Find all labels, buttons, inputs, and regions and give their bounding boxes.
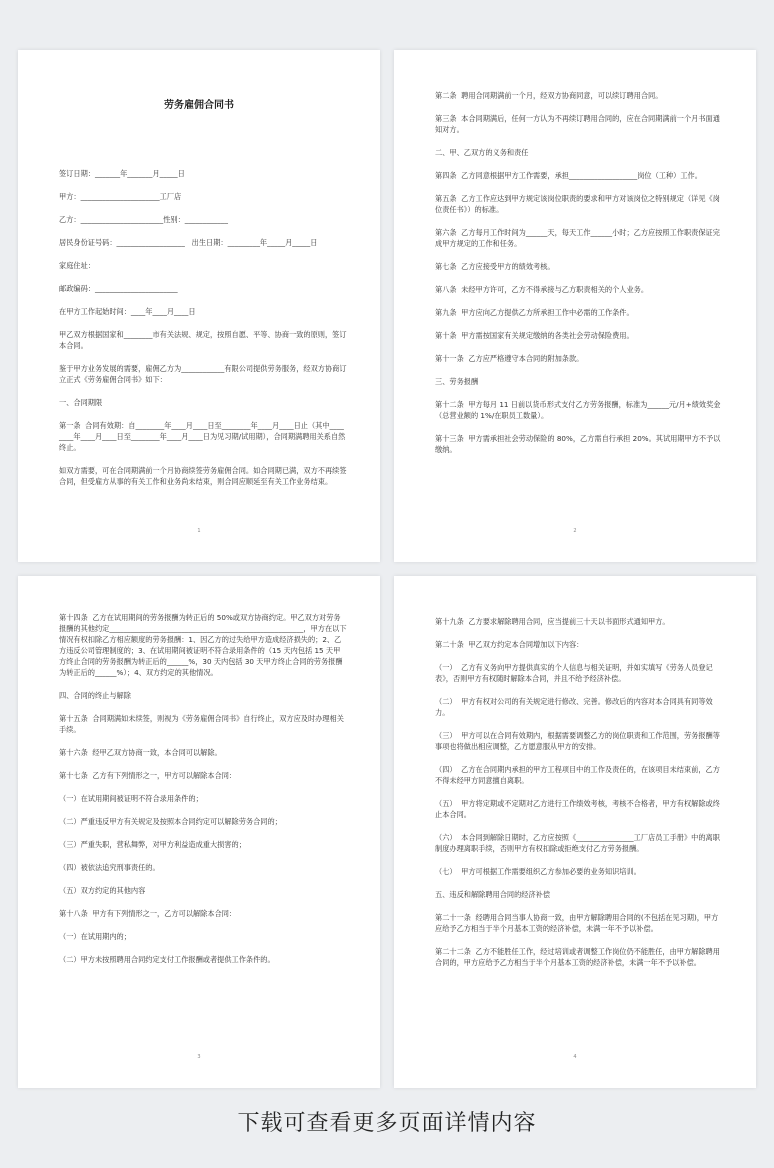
list-item: （四） 乙方在合同期内承担的甲方工程项目中的工作及责任的，在该项目未结束前，乙方不得未经甲方同意擅自离职。 <box>435 765 720 785</box>
section-heading: 五、违反和解除聘用合同的经济补偿 <box>435 890 551 899</box>
document-page-3 <box>18 576 380 1088</box>
paragraph: 签订日期：_______年_______月_____日 <box>59 169 185 178</box>
section-heading: 二、甲、乙双方的义务和责任 <box>435 148 529 157</box>
list-item: （二）严重违反甲方有关规定及按照本合同约定可以解除劳务合同的； <box>59 817 282 826</box>
document-title: 劳务雇佣合同书 <box>164 100 234 111</box>
page-number: 1 <box>197 528 201 534</box>
list-item: （五） 甲方将定期或不定期对乙方进行工作绩效考核，考核不合格者，甲方有权解除或终止本合同。 <box>435 799 720 819</box>
section-heading: 三、劳务报酬 <box>435 377 479 386</box>
paragraph: 第十一条 乙方应严格遵守本合同的附加条款。 <box>435 354 584 363</box>
paragraph: 第三条 本合同期满后，任何一方认为不再续订聘用合同的，应在合同期满前一个月书面通知对方。 <box>435 114 720 134</box>
paragraph: 第二十条 甲乙双方约定本合同增加以下内容： <box>435 640 584 649</box>
page-body <box>435 616 723 980</box>
list-item: （二）甲方未按照聘用合同约定支付工作报酬或者提供工作条件的。 <box>59 955 275 964</box>
paragraph: 第八条 未经甲方许可，乙方不得承接与乙方职责相关的个人业务。 <box>435 285 649 294</box>
paragraph: 第四条 乙方同意根据甲方工作需要，承担___________________岗位（工种）工作。 <box>435 171 702 180</box>
paragraph: 家庭住址： <box>59 261 95 270</box>
list-item: （五）双方约定的其他内容 <box>59 886 146 895</box>
document-page-1 <box>18 50 380 562</box>
list-item: （三） 甲方可以在合同有效期内，根据需要调整乙方的岗位职责和工作范围，劳务报酬等事项也将做出相应调整，乙方愿意服从甲方的安排。 <box>435 731 720 751</box>
page-number: 3 <box>197 1054 201 1060</box>
list-item: （一）在试用期内的； <box>59 932 131 941</box>
list-item: （七） 甲方可根据工作需要组织乙方参加必要的业务知识培训。 <box>435 867 641 876</box>
list-item: （六） 本合同到解除日期时，乙方应按照《________________工厂店员工手册》中的离职制度办理离职手续，否则甲方有权扣除或拒绝支付乙方劳务报酬。 <box>435 833 720 853</box>
paragraph: 第五条 乙方工作应达到甲方规定该岗位职责的要求和甲方对该岗位之特别规定（详见《岗位责任书》）的标准。 <box>435 194 720 214</box>
paragraph: 乙方：_______________________性别：____________ <box>59 215 228 224</box>
page-number: 4 <box>573 1054 577 1060</box>
paragraph: 第十七条 乙方有下列情形之一，甲方可以解除本合同： <box>59 771 237 780</box>
paragraph: 第十八条 甲方有下列情形之一，乙方可以解除本合同： <box>59 909 237 918</box>
page-body <box>59 168 347 499</box>
paragraph: 第十条 甲方需按国家有关规定缴纳的各类社会劳动保险费用。 <box>435 331 634 340</box>
paragraph: 如双方需要，可在合同期满前一个月协商续签劳务雇佣合同。如合同期已满，双方不再续签合同，但受雇方从事的有关工作和业务尚未结束，则合同应顺延至有关工作业务结束。 <box>59 466 347 486</box>
paragraph: 居民身份证号码：___________________ 出生日期：_________年_____月_____日 <box>59 238 318 247</box>
paragraph: 第二十二条 乙方不能胜任工作，经过培训或者调整工作岗位仍不能胜任，由甲方解除聘用合同的，甲方应给予乙方相当于半个月基本工资的经济补偿，未满一年不予以补偿。 <box>435 947 720 967</box>
page-body <box>59 612 347 977</box>
section-heading: 一、合同期限 <box>59 398 103 407</box>
section-heading: 四、合同的终止与解除 <box>59 691 131 700</box>
paragraph: 第七条 乙方应接受甲方的绩效考核。 <box>435 262 555 271</box>
list-item: （四）被依法追究刑事责任的。 <box>59 863 160 872</box>
paragraph: 第十五条 合同期满如未续签，则视为《劳务雇佣合同书》自行终止，双方应及时办理相关手续。 <box>59 714 344 734</box>
list-item: （三）严重失职，营私舞弊，对甲方利益造成重大损害的； <box>59 840 246 849</box>
paragraph: 第六条 乙方每月工作时间为______天，每天工作______小时；乙方应按照工作职责保证完成甲方规定的工作和任务。 <box>435 228 720 248</box>
page-number: 2 <box>573 528 577 534</box>
paragraph: 第十三条 甲方需承担社会劳动保险的 80%，乙方需自行承担 20%。其试用期甲方不予以缴纳。 <box>435 434 721 454</box>
document-page-4 <box>394 576 756 1088</box>
paragraph: 第十四条 乙方在试用期间的劳务报酬为转正后的 50%或双方协商约定。甲乙双方对劳务报酬的其他约定______________________________________________________，甲方在以下情况有权扣除乙方相应额度的劳务报酬：1、因乙方的过失给甲方造成经济损失的；2、乙方违反公司管理制度的；3、在试用期间被证明不符合录用条件的（15 天内包括 15 天甲方终止合同的劳务报酬为转正后的______%，30 天内包括 30 天甲方终止合同的劳务报酬为转正后的______%）；4、双方约定的其他情况。 <box>59 613 347 677</box>
paragraph: 第九条 甲方应向乙方提供乙方所承担工作中必需的工作条件。 <box>435 308 634 317</box>
paragraph: 第二十一条 经聘用合同当事人协商一致，由甲方解除聘用合同的(不包括在见习期)，甲方应给予乙方相当于半个月基本工资的经济补偿，未满一年不予以补偿。 <box>435 913 719 933</box>
document-page-2 <box>394 50 756 562</box>
paragraph: 邮政编码：_______________________ <box>59 284 178 293</box>
paragraph: 鉴于甲方业务发展的需要，雇佣乙方为____________有限公司提供劳务服务，经双方协商订立正式《劳务雇佣合同书》如下： <box>59 364 347 384</box>
list-item: （二） 甲方有权对公司的有关规定进行修改、完善。修改后的内容对本合同具有同等效力。 <box>435 697 713 717</box>
paragraph: 在甲方工作起始时间：____年____月____日 <box>59 307 196 316</box>
paragraph: 第一条 合同有效期：自________年____月____日至________年____月____日止（其中________年____月____日至________年____月____日为见习期/试用期），合同期满聘用关系自然终止。 <box>59 421 346 452</box>
paragraph: 甲乙双方根据国家和________市有关法规、规定，按照自愿、平等、协商一致的原则，签订本合同。 <box>59 330 347 350</box>
paragraph: 第十六条 经甲乙双方协商一致，本合同可以解除。 <box>59 748 222 757</box>
paragraph: 第十二条 甲方每月 11 日前以货币形式支付乙方劳务报酬，标准为______元/月+绩效奖金（总营业额的 1%/在职员工数量）。 <box>435 400 721 420</box>
paragraph: 甲方：______________________工厂店 <box>59 192 182 201</box>
page-body <box>435 90 723 467</box>
paragraph: 第十九条 乙方要求解除聘用合同，应当提前三十天以书面形式通知甲方。 <box>435 617 670 626</box>
list-item: （一） 乙方有义务向甲方提供真实的个人信息与相关证明，并如实填写《劳务人员登记表》，否则甲方有权随时解除本合同，并且不给予经济补偿。 <box>435 663 713 683</box>
paragraph: 第二条 聘用合同期满前一个月，经双方协商同意，可以续订聘用合同。 <box>435 91 663 100</box>
download-more-prompt[interactable]: 下载可查看更多页面详情内容 <box>237 1111 537 1136</box>
list-item: （一）在试用期间被证明不符合录用条件的； <box>59 794 203 803</box>
